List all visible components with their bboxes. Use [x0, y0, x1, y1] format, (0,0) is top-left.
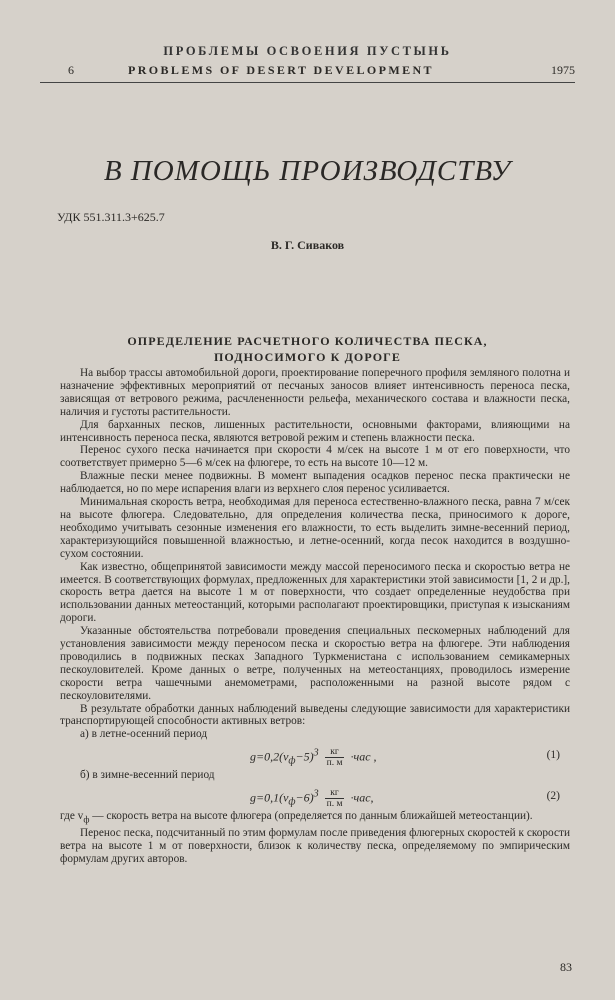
- paragraph: Перенос песка, подсчитанный по этим формулам после приведения флюгерных скоростей к скорости ветра на высоте 1 м от поверхности, близок к количеству песка, определяемому по эмпирическим формулам других авторов.: [60, 827, 570, 866]
- formula-2-lhs: g=0,1(v: [250, 790, 289, 805]
- formula-2-rest: −6): [295, 790, 314, 805]
- journal-title-en: PROBLEMS OF DESERT DEVELOPMENT: [128, 63, 434, 77]
- formula-1-unit: [325, 747, 345, 768]
- formula-1: [60, 741, 570, 769]
- formula-1-rest: −5): [295, 749, 314, 764]
- case-a-label: а) в летне-осенний период: [80, 728, 208, 741]
- equation-number-2: (2): [546, 790, 560, 803]
- article-title-line: ОПРЕДЕЛЕНИЕ РАСЧЕТНОГО КОЛИЧЕСТВА ПЕСКА,: [127, 334, 488, 348]
- formula-1-denominator: п. м: [326, 758, 343, 769]
- udk-code: УДК 551.311.3+625.7: [57, 210, 165, 224]
- section-title: В ПОМОЩЬ ПРОИЗВОДСТВУ: [103, 155, 512, 187]
- formula-1-sub: ф: [288, 755, 296, 767]
- paragraph: На выбор трассы автомобильной дороги, проектирование поперечного профиля земляного полотна и назначение эффективных мероприятий от песчаных заносов влияет интенсивность переноса песка, зависящая от ветрового режима, расчлененности рельефа, механического состава и влажности песка, наличия и густоты растительности.: [60, 367, 570, 418]
- formula-2-tail: ·час,: [350, 790, 374, 805]
- formula-2-numerator: кг: [325, 788, 345, 799]
- formula-2-unit: [325, 788, 345, 809]
- formula-1-tail: ·час ,: [350, 749, 377, 764]
- author-name: В. Г. Сиваков: [270, 238, 345, 252]
- paragraph: Указанные обстоятельства потребовали проведения специальных пескомерных наблюдений для установления зависимости между переносом песка и скоростью ветра на флюгере. Эти наблюдения проводились в подвижных песках Западного Туркменистана с использованием семикамерных пескоуловителей. Кроме данных о ветре, полученных на метеостанциях, проводилось измерение скорости ветра чашечными анемометрами, расположенными на разной высоте рядом с пескоуловителями.: [60, 625, 570, 702]
- formula-2-sub: ф: [288, 796, 296, 808]
- article-title-line: ПОДНОСИМОГО К ДОРОГЕ: [214, 350, 401, 364]
- formula-1-numerator: кг: [325, 747, 345, 758]
- where-clause: где $v_ф$ — скорость ветра на высоте флюгера (определяется по данным ближайшей метеостанции).: [60, 810, 533, 826]
- formula-1-exp: 3: [313, 747, 319, 759]
- header-rule: [40, 82, 575, 83]
- journal-title-ru: ПРОБЛЕМЫ ОСВОЕНИЯ ПУСТЫНЬ: [163, 44, 452, 58]
- issue-number: 6: [68, 63, 74, 77]
- paragraph: Минимальная скорость ветра, необходимая для переноса естественно-влажного песка, равна 7 м/сек на высоте флюгера. Следовательно, для определения количества песка, приносимого к дороге, необходимо учитывать сезонные изменения его влажности, то есть выделить зимне-весенний период, характеризующийся повышенной влажностью, и летне-осенний, когда песок находится в воздушно-сухом состоянии.: [60, 496, 570, 560]
- formula-2-exp: 3: [313, 788, 319, 800]
- issue-year: 1975: [551, 63, 575, 77]
- equation-number-1: (1): [546, 749, 560, 762]
- formula-2-denominator: п. м: [326, 799, 343, 810]
- paragraph: В результате обработки данных наблюдений выведены следующие зависимости для характеристики транспортирующей способности активных ветров:: [60, 702, 570, 728]
- running-header: [40, 44, 575, 79]
- formula-2: [60, 782, 570, 810]
- paragraph: Влажные пески менее подвижны. В момент выпадения осадков перенос песка практически не наблюдается, но по мере испарения влаги из верхнего слоя перенос усиливается.: [60, 470, 570, 496]
- article-body: [60, 367, 570, 866]
- paragraph: Как известно, общепринятой зависимости между массой переносимого песка и скоростью ветра не имеется. В соответствующих формулах, предложенных для характеристики этой зависимости [1, 2 и др.], скорость ветра дается на высоте 1 м от поверхности, что создает определенные неудобства при использовании данных метеостанций, которыми располагают проектировщики, приступая к изысканиям дороги.: [60, 560, 570, 625]
- formula-1-lhs: g=0,2(v: [250, 749, 289, 764]
- article-title: [0, 333, 615, 365]
- case-b-label: б) в зимне-весенний период: [80, 769, 215, 782]
- page-number: 83: [560, 960, 572, 974]
- paragraph: Для барханных песков, лишенных растительности, основными факторами, влияющими на интенсивность переноса песка, являются ветровой режим и степень влажности песка.: [60, 418, 570, 444]
- paragraph: Перенос сухого песка начинается при скорости 4 м/сек на высоте 1 м от его поверхности, что соответствует примерно 5—6 м/сек на флюгере, то есть на высоте 10—12 м.: [60, 444, 570, 470]
